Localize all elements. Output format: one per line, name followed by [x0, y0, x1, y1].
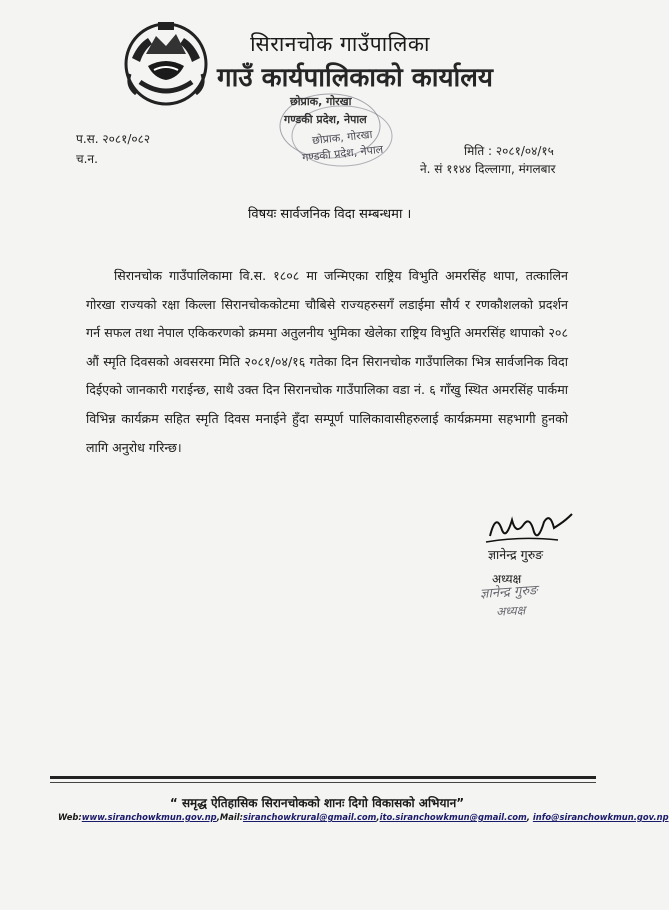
office-stamp — [272, 90, 402, 170]
reference-number: प.स. २०८१/०८२ — [76, 132, 151, 146]
office-title: गाउँ कार्यपालिकाको कार्यालय — [217, 63, 493, 93]
email-link-ito[interactable]: ito.siranchowkmun@gmail.com — [379, 812, 527, 822]
dispatch-number: च.न. — [76, 152, 98, 166]
separator: , — [526, 812, 533, 822]
seal-title-stamp: अध्यक्ष — [495, 603, 526, 619]
separator: , — [376, 812, 380, 822]
website-link[interactable]: www.siranchowkmun.gov.np — [81, 812, 217, 822]
letter-subject: विषयः सार्वजनिक विदा सम्बन्धमा । — [248, 207, 412, 222]
mail-label: ,Mail: — [216, 812, 243, 822]
footer-motto: “ समृद्ध ऐतिहासिक सिरानचोकको शानः दिगो विकासको अभियान” — [169, 796, 465, 810]
signatory-title: अध्यक्ष — [492, 572, 522, 586]
seal-name-stamp: ज्ञानेन्द्र गुरुङ — [479, 583, 538, 602]
stamp-line: छोप्राक, गोरखा — [290, 95, 352, 108]
footer-divider — [50, 776, 596, 779]
stamp-line: गण्डकी प्रदेश, नेपाल — [301, 142, 384, 165]
footer-divider-thin — [50, 782, 596, 783]
letter-date: मिति : २०८१/०४/१५ — [464, 144, 554, 158]
stamp-line: गण्डकी प्रदेश, नेपाल — [284, 113, 367, 126]
office-name: सिरानचोक गाउँपालिका — [250, 32, 430, 56]
signatory-name: ज्ञानेन्द्र गुरुङ — [488, 547, 544, 562]
stamp-line: छोप्राक, गोरखा — [311, 127, 374, 148]
letter-body — [86, 262, 568, 462]
email-link-rural[interactable]: siranchowkrural@gmail.com — [242, 812, 377, 822]
nepal-era-date: ने. सं ११४४ दिल्लागा, मंगलबार — [420, 162, 556, 176]
handwritten-signature — [480, 506, 580, 548]
email-link-info[interactable]: info@siranchowkmun.gov.np — [532, 812, 669, 822]
body-paragraph: सिरानचोक गाउँपालिकामा वि.स. १८०८ मा जन्मिएका राष्ट्रिय विभुति अमरसिंह थापा, तत्कालिन गोरखा राज्यको रक्षा किल्ला सिरानचोककोटमा चौबिसे राज्यहरुसगँ लडाईमा सौर्य र रणकौशलको प्रदर्शन गर्न सफल तथा नेपाल एकिकरणको क्रममा अतुलनीय भुमिका खेलेका राष्ट्रिय विभुति अमरसिंह थापाको २०८ औं स्मृति दिवसको अवसरमा मिति २०८१/०४/१६ गतेका दिन सिरानचोक गाउँपालिका भित्र सार्वजनिक विदा दिईएको जानकारी गराईन्छ, साथै उक्त दिन सिरानचोक गाउँपालिका वडा नं. ६ गाँखु स्थित अमरसिंह पार्कमा विभिन्न कार्यक्रम सहित स्मृति दिवस मनाईने हुँदा सम्पूर्ण पालिकावासीहरुलाई कार्यक्रममा सहभागी हुनको लागि अनुरोध गरिन्छ। — [86, 268, 568, 455]
web-label: Web: — [58, 812, 82, 822]
footer-contacts — [58, 812, 669, 822]
